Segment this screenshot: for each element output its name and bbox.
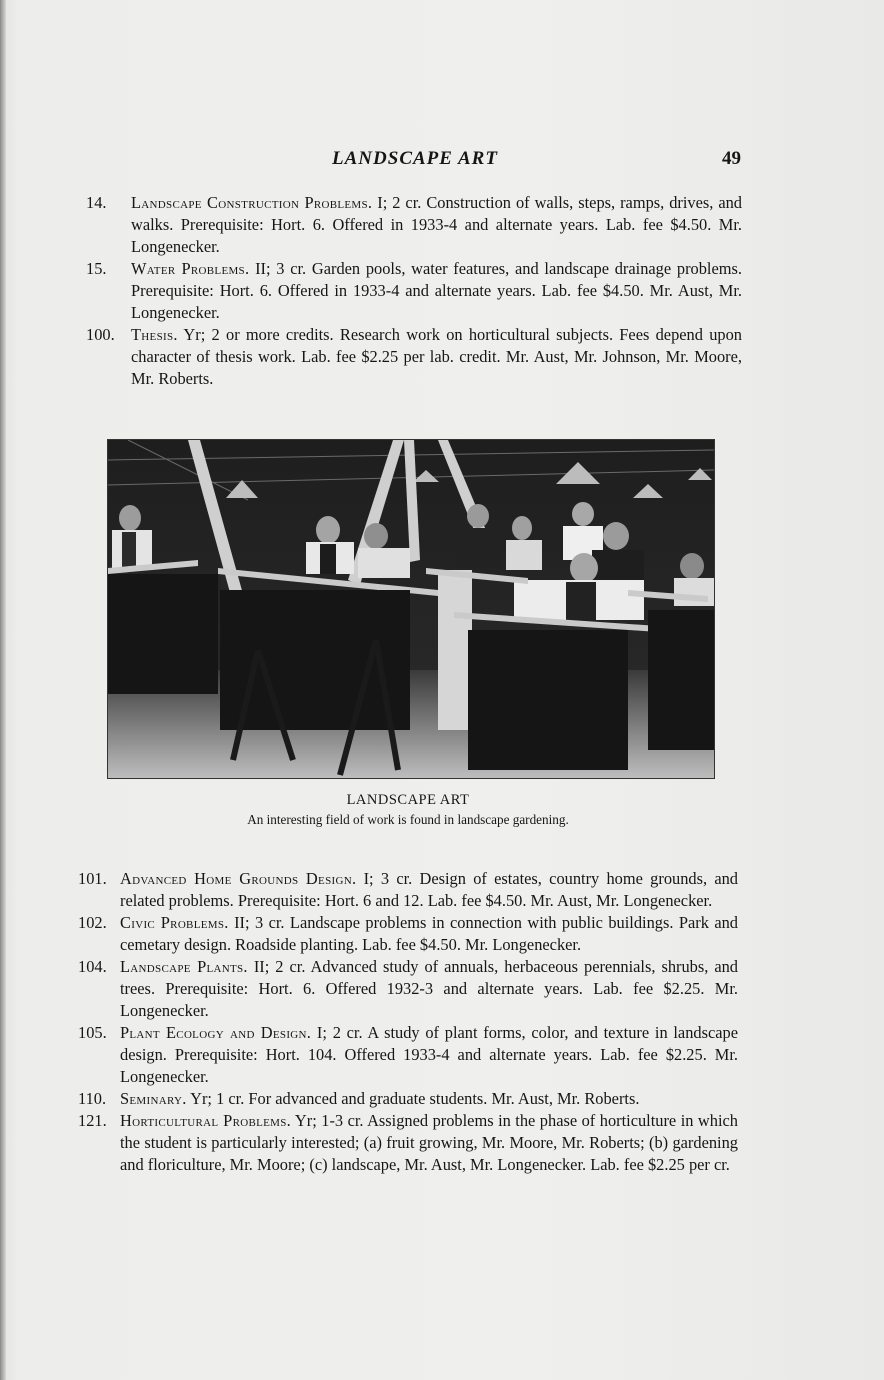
course-text: I; 2 cr. A study of plant forms, color, and texture in landscape design. Prerequisite: Hort. 104. Offered 1933-4 and alternate years. Lab. fee $2.25. Mr. Longenecker. bbox=[120, 1023, 738, 1086]
course-description bbox=[120, 868, 738, 912]
course-description bbox=[131, 324, 742, 390]
course-description bbox=[131, 258, 742, 324]
course-description bbox=[120, 1088, 738, 1110]
course-entry bbox=[78, 1110, 738, 1176]
course-text: Yr; 2 or more credits. Research work on horticultural subjects. Fees depend upon character of thesis work. Lab. fee $2.25 per lab. credit. Mr. Aust, Mr. Johnson, Mr. Moore, Mr. Roberts. bbox=[131, 325, 742, 388]
course-title: Horticultural Problems. bbox=[120, 1111, 292, 1130]
course-description bbox=[120, 956, 738, 1022]
course-text: Yr; 1-3 cr. Assigned problems in the phase of horticulture in which the student is particularly interested; (a) fruit growing, Mr. Moore, Mr. Roberts; (b) gardening and floriculture, Mr. Moore; (c) landscape, Mr. Aust, Mr. Longenecker. Lab. fee $2.25 per cr. bbox=[120, 1111, 738, 1174]
course-list-top bbox=[86, 192, 742, 390]
course-description bbox=[131, 192, 742, 258]
course-title: Landscape Plants. bbox=[120, 957, 248, 976]
course-title: Plant Ecology and Design. bbox=[120, 1023, 312, 1042]
course-description bbox=[120, 1110, 738, 1176]
course-entry bbox=[78, 1022, 738, 1088]
course-number: 104. bbox=[78, 957, 107, 976]
course-description bbox=[120, 912, 738, 956]
course-title: Seminary. bbox=[120, 1089, 187, 1108]
course-text: I; 3 cr. Design of estates, country home grounds, and related problems. Prerequisite: Hort. 6 and 12. Lab. fee $4.50. Mr. Aust, Mr. Longenecker. bbox=[120, 869, 738, 910]
course-entry bbox=[86, 324, 742, 390]
page-edge-shadow bbox=[0, 0, 6, 1380]
course-number: 15. bbox=[86, 259, 107, 278]
course-number: 100. bbox=[86, 325, 115, 344]
course-entry bbox=[78, 868, 738, 912]
course-text: II; 2 cr. Advanced study of annuals, herbaceous perennials, shrubs, and trees. Prerequisite: Hort. 6. Offered 1932-3 and alternate years. Lab. fee $2.25. Mr. Longenecker. bbox=[120, 957, 739, 1020]
course-title: Civic Problems. bbox=[120, 913, 229, 932]
course-title: Advanced Home Grounds Design. bbox=[120, 869, 357, 888]
course-number: 101. bbox=[78, 869, 107, 888]
course-list-bottom bbox=[78, 868, 738, 1176]
drafting-room-photo-illustration bbox=[108, 440, 714, 778]
landscape-art-photograph bbox=[107, 439, 715, 779]
course-text: II; 3 cr. Garden pools, water features, and landscape drainage problems. Prerequisite: Hort. 6. Offered in 1933-4 and alternate years. Lab. fee $4.50. Mr. Aust, Mr. Longenecker. bbox=[131, 259, 742, 322]
course-description bbox=[120, 1022, 738, 1088]
course-entry bbox=[86, 192, 742, 258]
course-entry bbox=[86, 258, 742, 324]
figure-caption-title: LANDSCAPE ART bbox=[346, 792, 470, 808]
page-number: 49 bbox=[722, 148, 741, 169]
course-entry bbox=[78, 956, 738, 1022]
figure-caption-text: An interesting field of work is found in landscape gardening. bbox=[247, 812, 569, 827]
course-number: 102. bbox=[78, 913, 107, 932]
course-text: I; 2 cr. Construction of walls, steps, ramps, drives, and walks. Prerequisite: Hort. 6. Offered in 1933-4 and alternate years. Lab. fee $4.50. Mr. Longenecker. bbox=[131, 193, 742, 256]
course-text: II; 3 cr. Landscape problems in connection with public buildings. Park and cemetary design. Roadside planting. Lab. fee $4.50. Mr. Longenecker. bbox=[120, 913, 738, 954]
running-title: LANDSCAPE ART bbox=[332, 148, 498, 169]
course-title: Landscape Construction Problems. bbox=[131, 193, 373, 212]
course-number: 14. bbox=[86, 193, 107, 212]
course-entry bbox=[78, 912, 738, 956]
course-text: Yr; 1 cr. For advanced and graduate students. Mr. Aust, Mr. Roberts. bbox=[186, 1089, 640, 1108]
course-number: 121. bbox=[78, 1111, 107, 1130]
course-title: Thesis. bbox=[131, 325, 178, 344]
course-entry bbox=[78, 1088, 738, 1110]
running-head bbox=[0, 148, 884, 176]
course-title: Water Problems. bbox=[131, 259, 250, 278]
course-number: 110. bbox=[78, 1089, 107, 1108]
course-number: 105. bbox=[78, 1023, 107, 1042]
